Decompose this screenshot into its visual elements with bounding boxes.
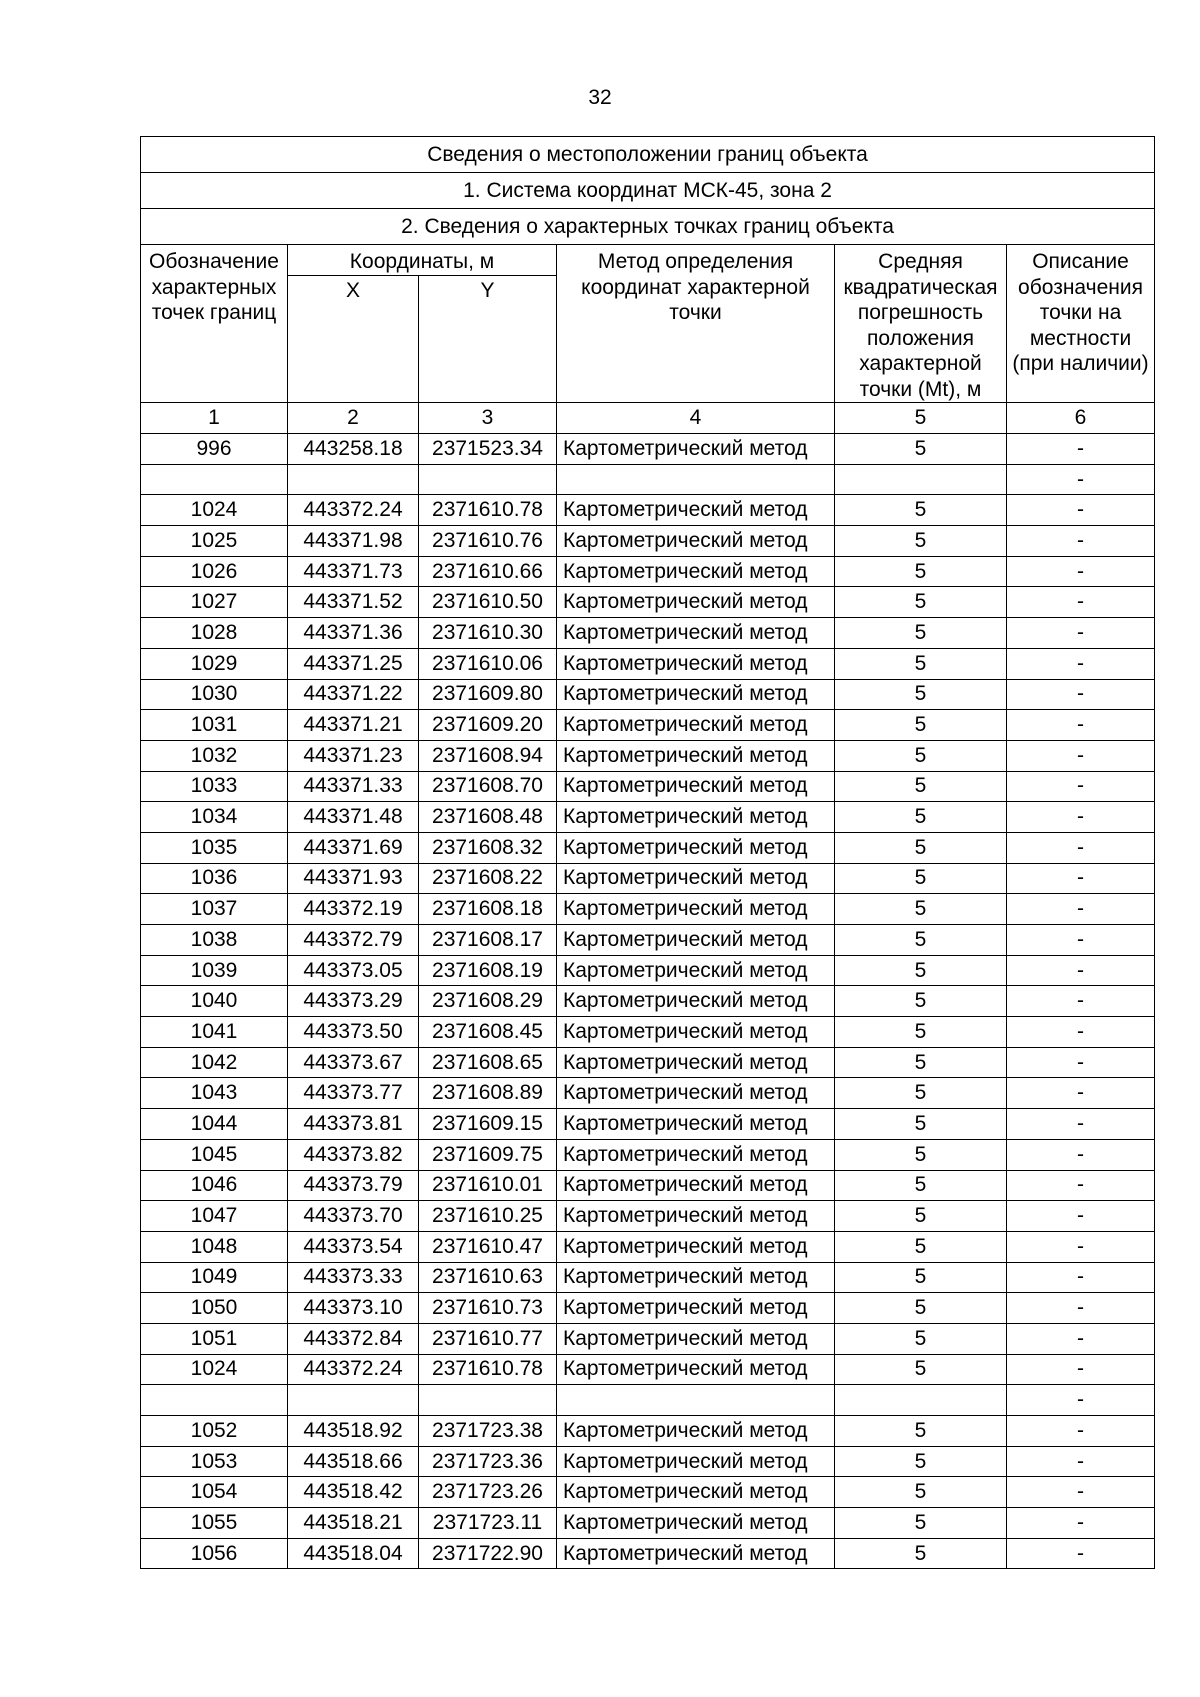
method-cell: Картометрический метод: [557, 771, 835, 802]
method-cell: Картометрический метод: [557, 894, 835, 925]
method-cell: Картометрический метод: [557, 495, 835, 526]
description-cell: -: [1007, 1416, 1155, 1447]
table-row: [141, 771, 1155, 802]
error-cell: 5: [835, 556, 1007, 587]
x-coordinate-cell: 443371.93: [288, 863, 419, 894]
x-coordinate-cell: 443372.84: [288, 1323, 419, 1354]
x-coordinate-cell: 443373.67: [288, 1047, 419, 1078]
point-id-cell: 1040: [141, 986, 288, 1017]
error-cell: 5: [835, 1231, 1007, 1262]
method-cell: Картометрический метод: [557, 526, 835, 557]
table-row: [141, 556, 1155, 587]
method-cell: Картометрический метод: [557, 1109, 835, 1140]
table-row: [141, 832, 1155, 863]
x-coordinate-cell: 443258.18: [288, 434, 419, 465]
method-cell: Картометрический метод: [557, 1170, 835, 1201]
method-cell: [557, 1385, 835, 1416]
x-coordinate-cell: 443373.77: [288, 1078, 419, 1109]
method-cell: Картометрический метод: [557, 802, 835, 833]
column-number: 6: [1007, 403, 1155, 434]
y-coordinate-cell: 2371609.80: [419, 679, 557, 710]
method-cell: Картометрический метод: [557, 1416, 835, 1447]
description-cell: -: [1007, 1293, 1155, 1324]
point-id-cell: 1036: [141, 863, 288, 894]
error-cell: 5: [835, 955, 1007, 986]
table-row: [141, 863, 1155, 894]
y-coordinate-cell: 2371610.06: [419, 648, 557, 679]
point-id-cell: 1037: [141, 894, 288, 925]
point-id-cell: [141, 1385, 288, 1416]
column-numbers-row: [141, 403, 1155, 434]
y-coordinate-cell: [419, 1385, 557, 1416]
method-cell: Картометрический метод: [557, 986, 835, 1017]
description-cell: -: [1007, 955, 1155, 986]
point-id-cell: 996: [141, 434, 288, 465]
table-row: [141, 1538, 1155, 1569]
description-cell: -: [1007, 1385, 1155, 1416]
boundary-points-table: [140, 136, 1155, 1569]
x-coordinate-cell: 443371.23: [288, 740, 419, 771]
error-cell: 5: [835, 740, 1007, 771]
method-cell: Картометрический метод: [557, 556, 835, 587]
point-id-cell: 1047: [141, 1201, 288, 1232]
x-coordinate-cell: 443372.79: [288, 925, 419, 956]
description-cell: -: [1007, 618, 1155, 649]
description-cell: -: [1007, 526, 1155, 557]
description-cell: -: [1007, 1231, 1155, 1262]
x-coordinate-cell: 443371.73: [288, 556, 419, 587]
point-id-cell: 1039: [141, 955, 288, 986]
point-id-cell: 1038: [141, 925, 288, 956]
description-cell: -: [1007, 1170, 1155, 1201]
error-cell: 5: [835, 1538, 1007, 1569]
method-cell: Картометрический метод: [557, 1477, 835, 1508]
method-cell: Картометрический метод: [557, 1508, 835, 1539]
table-row: [141, 1231, 1155, 1262]
method-cell: Картометрический метод: [557, 1538, 835, 1569]
method-cell: Картометрический метод: [557, 1446, 835, 1477]
y-coordinate-cell: 2371608.89: [419, 1078, 557, 1109]
x-coordinate-cell: 443373.82: [288, 1139, 419, 1170]
description-cell: -: [1007, 1538, 1155, 1569]
point-id-cell: 1029: [141, 648, 288, 679]
error-cell: 5: [835, 1323, 1007, 1354]
x-coordinate-cell: 443371.69: [288, 832, 419, 863]
table-title: Сведения о местоположении границ объекта: [141, 137, 1155, 173]
method-cell: Картометрический метод: [557, 955, 835, 986]
coordinate-system: 1. Система координат МСК-45, зона 2: [141, 173, 1155, 209]
table-row: [141, 1078, 1155, 1109]
error-cell: 5: [835, 495, 1007, 526]
x-coordinate-cell: [288, 1385, 419, 1416]
error-cell: 5: [835, 1354, 1007, 1385]
table-row: [141, 434, 1155, 465]
table-row: [141, 1170, 1155, 1201]
column-number: 4: [557, 403, 835, 434]
y-coordinate-cell: 2371610.66: [419, 556, 557, 587]
point-id-cell: 1031: [141, 710, 288, 741]
description-cell: -: [1007, 464, 1155, 495]
error-cell: 5: [835, 1262, 1007, 1293]
error-cell: 5: [835, 1139, 1007, 1170]
table-row: [141, 925, 1155, 956]
x-coordinate-cell: 443371.33: [288, 771, 419, 802]
error-cell: 5: [835, 1109, 1007, 1140]
y-coordinate-cell: 2371609.20: [419, 710, 557, 741]
description-cell: -: [1007, 894, 1155, 925]
error-cell: 5: [835, 925, 1007, 956]
description-cell: -: [1007, 802, 1155, 833]
error-cell: 5: [835, 1017, 1007, 1048]
header-description: Описание обозначения точки на местности (при наличии): [1007, 245, 1155, 403]
description-cell: -: [1007, 1477, 1155, 1508]
y-coordinate-cell: 2371723.11: [419, 1508, 557, 1539]
x-coordinate-cell: 443373.70: [288, 1201, 419, 1232]
error-cell: 5: [835, 802, 1007, 833]
x-coordinate-cell: 443373.05: [288, 955, 419, 986]
y-coordinate-cell: 2371610.25: [419, 1201, 557, 1232]
description-cell: -: [1007, 648, 1155, 679]
error-cell: 5: [835, 894, 1007, 925]
method-cell: Картометрический метод: [557, 1047, 835, 1078]
point-id-cell: 1025: [141, 526, 288, 557]
error-cell: 5: [835, 434, 1007, 465]
description-cell: -: [1007, 679, 1155, 710]
x-coordinate-cell: 443373.81: [288, 1109, 419, 1140]
table-row: [141, 464, 1155, 495]
y-coordinate-cell: 2371610.47: [419, 1231, 557, 1262]
point-id-cell: 1033: [141, 771, 288, 802]
method-cell: Картометрический метод: [557, 832, 835, 863]
method-cell: Картометрический метод: [557, 587, 835, 618]
y-coordinate-cell: 2371722.90: [419, 1538, 557, 1569]
column-number: 1: [141, 403, 288, 434]
error-cell: 5: [835, 526, 1007, 557]
method-cell: Картометрический метод: [557, 1017, 835, 1048]
x-coordinate-cell: 443372.24: [288, 1354, 419, 1385]
point-id-cell: 1056: [141, 1538, 288, 1569]
method-cell: Картометрический метод: [557, 679, 835, 710]
x-coordinate-cell: 443371.52: [288, 587, 419, 618]
point-id-cell: 1024: [141, 495, 288, 526]
y-coordinate-cell: 2371608.94: [419, 740, 557, 771]
method-cell: Картометрический метод: [557, 1262, 835, 1293]
page-number: 32: [588, 86, 612, 109]
point-id-cell: 1050: [141, 1293, 288, 1324]
description-cell: -: [1007, 1446, 1155, 1477]
table-row: [141, 1201, 1155, 1232]
y-coordinate-cell: 2371610.78: [419, 1354, 557, 1385]
table-row: [141, 1293, 1155, 1324]
description-cell: -: [1007, 1139, 1155, 1170]
y-coordinate-cell: 2371723.36: [419, 1446, 557, 1477]
method-cell: Картометрический метод: [557, 1078, 835, 1109]
table-row: [141, 1262, 1155, 1293]
y-coordinate-cell: 2371610.76: [419, 526, 557, 557]
x-coordinate-cell: 443373.10: [288, 1293, 419, 1324]
point-id-cell: 1045: [141, 1139, 288, 1170]
table-row: [141, 1354, 1155, 1385]
point-id-cell: 1028: [141, 618, 288, 649]
table-row: [141, 894, 1155, 925]
x-coordinate-cell: 443373.29: [288, 986, 419, 1017]
y-coordinate-cell: 2371723.38: [419, 1416, 557, 1447]
table-row: [141, 587, 1155, 618]
point-id-cell: 1051: [141, 1323, 288, 1354]
error-cell: 5: [835, 1078, 1007, 1109]
error-cell: 5: [835, 832, 1007, 863]
method-cell: Картометрический метод: [557, 863, 835, 894]
method-cell: Картометрический метод: [557, 925, 835, 956]
method-cell: Картометрический метод: [557, 1323, 835, 1354]
y-coordinate-cell: 2371610.30: [419, 618, 557, 649]
method-cell: Картометрический метод: [557, 434, 835, 465]
y-coordinate-cell: 2371608.45: [419, 1017, 557, 1048]
error-cell: 5: [835, 863, 1007, 894]
error-cell: 5: [835, 771, 1007, 802]
x-coordinate-cell: 443372.19: [288, 894, 419, 925]
error-cell: 5: [835, 587, 1007, 618]
error-cell: 5: [835, 1477, 1007, 1508]
point-id-cell: 1053: [141, 1446, 288, 1477]
error-cell: 5: [835, 679, 1007, 710]
table-body: [141, 434, 1155, 1569]
error-cell: 5: [835, 618, 1007, 649]
point-id-cell: [141, 464, 288, 495]
point-id-cell: 1044: [141, 1109, 288, 1140]
y-coordinate-cell: 2371608.19: [419, 955, 557, 986]
description-cell: -: [1007, 1078, 1155, 1109]
table-row: [141, 955, 1155, 986]
column-number: 3: [419, 403, 557, 434]
point-id-cell: 1046: [141, 1170, 288, 1201]
header-error: Средняя квадратическая погрешность положения характерной точки (Mt), м: [835, 245, 1007, 403]
x-coordinate-cell: [288, 464, 419, 495]
table-row: [141, 986, 1155, 1017]
x-coordinate-cell: 443371.21: [288, 710, 419, 741]
point-id-cell: 1030: [141, 679, 288, 710]
x-coordinate-cell: 443518.21: [288, 1508, 419, 1539]
description-cell: -: [1007, 1323, 1155, 1354]
error-cell: 5: [835, 1446, 1007, 1477]
description-cell: -: [1007, 740, 1155, 771]
point-id-cell: 1026: [141, 556, 288, 587]
y-coordinate-cell: 2371610.50: [419, 587, 557, 618]
y-coordinate-cell: 2371610.78: [419, 495, 557, 526]
table-row: [141, 679, 1155, 710]
method-cell: Картометрический метод: [557, 1201, 835, 1232]
y-coordinate-cell: 2371608.18: [419, 894, 557, 925]
description-cell: -: [1007, 710, 1155, 741]
table-row: [141, 1139, 1155, 1170]
x-coordinate-cell: 443373.50: [288, 1017, 419, 1048]
table-row: [141, 526, 1155, 557]
table-row: [141, 1109, 1155, 1140]
x-coordinate-cell: 443371.36: [288, 618, 419, 649]
description-cell: -: [1007, 587, 1155, 618]
error-cell: 5: [835, 1508, 1007, 1539]
error-cell: 5: [835, 648, 1007, 679]
method-cell: Картометрический метод: [557, 710, 835, 741]
description-cell: -: [1007, 495, 1155, 526]
description-cell: -: [1007, 863, 1155, 894]
y-coordinate-cell: 2371610.01: [419, 1170, 557, 1201]
y-coordinate-cell: 2371523.34: [419, 434, 557, 465]
table-row: [141, 648, 1155, 679]
description-cell: -: [1007, 1262, 1155, 1293]
table-header: [141, 137, 1155, 434]
y-coordinate-cell: 2371608.22: [419, 863, 557, 894]
x-coordinate-cell: 443372.24: [288, 495, 419, 526]
point-id-cell: 1052: [141, 1416, 288, 1447]
error-cell: 5: [835, 1047, 1007, 1078]
header-coordinates: Координаты, м: [288, 245, 557, 276]
y-coordinate-cell: 2371723.26: [419, 1477, 557, 1508]
description-cell: -: [1007, 1508, 1155, 1539]
y-coordinate-cell: 2371608.48: [419, 802, 557, 833]
x-coordinate-cell: 443373.79: [288, 1170, 419, 1201]
table-row: [141, 1477, 1155, 1508]
table-row: [141, 802, 1155, 833]
point-id-cell: 1042: [141, 1047, 288, 1078]
point-id-cell: 1055: [141, 1508, 288, 1539]
error-cell: [835, 464, 1007, 495]
column-number: 2: [288, 403, 419, 434]
x-coordinate-cell: 443518.92: [288, 1416, 419, 1447]
description-cell: -: [1007, 771, 1155, 802]
point-id-cell: 1054: [141, 1477, 288, 1508]
table-row: [141, 1323, 1155, 1354]
error-cell: [835, 1385, 1007, 1416]
y-coordinate-cell: 2371608.32: [419, 832, 557, 863]
y-coordinate-cell: 2371610.73: [419, 1293, 557, 1324]
column-number: 5: [835, 403, 1007, 434]
x-coordinate-cell: 443518.04: [288, 1538, 419, 1569]
error-cell: 5: [835, 1293, 1007, 1324]
table-row: [141, 740, 1155, 771]
table-row: [141, 1416, 1155, 1447]
point-id-cell: 1043: [141, 1078, 288, 1109]
method-cell: Картометрический метод: [557, 1293, 835, 1324]
method-cell: Картометрический метод: [557, 648, 835, 679]
table-row: [141, 1017, 1155, 1048]
x-coordinate-cell: 443371.25: [288, 648, 419, 679]
error-cell: 5: [835, 1201, 1007, 1232]
header-x: X: [288, 275, 419, 403]
method-cell: Картометрический метод: [557, 740, 835, 771]
method-cell: Картометрический метод: [557, 1139, 835, 1170]
method-cell: Картометрический метод: [557, 1231, 835, 1262]
x-coordinate-cell: 443371.48: [288, 802, 419, 833]
description-cell: -: [1007, 1201, 1155, 1232]
table-row: [141, 618, 1155, 649]
description-cell: -: [1007, 434, 1155, 465]
y-coordinate-cell: 2371609.75: [419, 1139, 557, 1170]
description-cell: -: [1007, 1109, 1155, 1140]
x-coordinate-cell: 443373.33: [288, 1262, 419, 1293]
x-coordinate-cell: 443371.98: [288, 526, 419, 557]
y-coordinate-cell: 2371609.15: [419, 1109, 557, 1140]
point-id-cell: 1041: [141, 1017, 288, 1048]
description-cell: -: [1007, 832, 1155, 863]
error-cell: 5: [835, 1170, 1007, 1201]
table-row: [141, 495, 1155, 526]
x-coordinate-cell: 443373.54: [288, 1231, 419, 1262]
point-id-cell: 1048: [141, 1231, 288, 1262]
point-id-cell: 1027: [141, 587, 288, 618]
table-row: [141, 1446, 1155, 1477]
y-coordinate-cell: 2371610.77: [419, 1323, 557, 1354]
x-coordinate-cell: 443518.66: [288, 1446, 419, 1477]
table-row: [141, 710, 1155, 741]
point-id-cell: 1049: [141, 1262, 288, 1293]
y-coordinate-cell: 2371610.63: [419, 1262, 557, 1293]
y-coordinate-cell: 2371608.65: [419, 1047, 557, 1078]
description-cell: -: [1007, 1354, 1155, 1385]
description-cell: -: [1007, 925, 1155, 956]
error-cell: 5: [835, 986, 1007, 1017]
point-id-cell: 1034: [141, 802, 288, 833]
header-designation: Обозначение характерных точек границ: [141, 245, 288, 403]
header-y: Y: [419, 275, 557, 403]
y-coordinate-cell: 2371608.17: [419, 925, 557, 956]
header-method: Метод определения координат характерной точки: [557, 245, 835, 403]
point-id-cell: 1035: [141, 832, 288, 863]
description-cell: -: [1007, 1047, 1155, 1078]
method-cell: [557, 464, 835, 495]
x-coordinate-cell: 443518.42: [288, 1477, 419, 1508]
table-row: [141, 1047, 1155, 1078]
y-coordinate-cell: 2371608.29: [419, 986, 557, 1017]
section-title: 2. Сведения о характерных точках границ объекта: [141, 209, 1155, 245]
point-id-cell: 1032: [141, 740, 288, 771]
x-coordinate-cell: 443371.22: [288, 679, 419, 710]
error-cell: 5: [835, 1416, 1007, 1447]
table-row: [141, 1508, 1155, 1539]
y-coordinate-cell: [419, 464, 557, 495]
y-coordinate-cell: 2371608.70: [419, 771, 557, 802]
method-cell: Картометрический метод: [557, 618, 835, 649]
table-row: [141, 1385, 1155, 1416]
description-cell: -: [1007, 986, 1155, 1017]
error-cell: 5: [835, 710, 1007, 741]
method-cell: Картометрический метод: [557, 1354, 835, 1385]
description-cell: -: [1007, 556, 1155, 587]
point-id-cell: 1024: [141, 1354, 288, 1385]
description-cell: -: [1007, 1017, 1155, 1048]
